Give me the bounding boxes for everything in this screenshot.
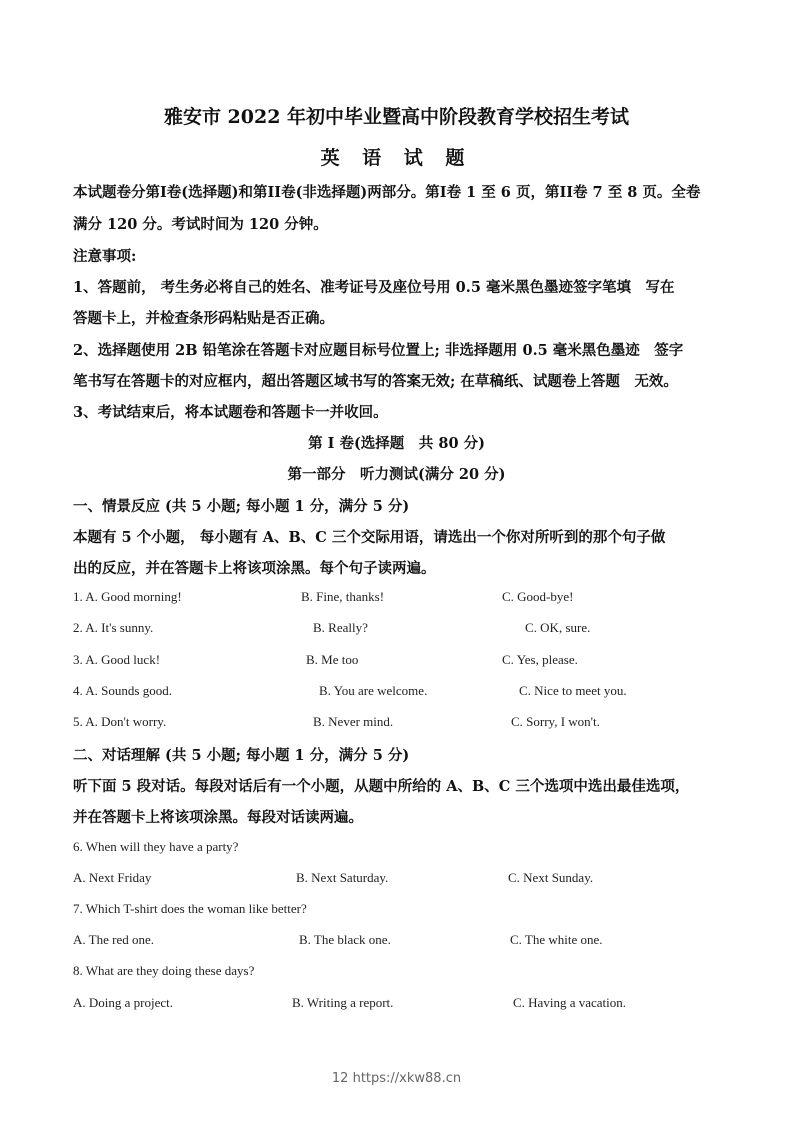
section-2-instructions-1: 听下面 5 段对话。每段对话后有一个小题，从题中所给的 A、B、C 三个选项中选出最佳选项， [73, 778, 690, 795]
section-1-instructions-2: 出的反应，并在答题卡上将该项涂黑。每个句子读两遍。 [73, 560, 436, 577]
note-3: 3、考试结束后，将本试题卷和答题卡一并收回。 [73, 404, 388, 421]
question-3-option-a: 3. A. Good luck! [73, 652, 161, 667]
question-8-option-b: B. Writing a report. [292, 995, 394, 1010]
question-5-option-c: C. Sorry, I won't. [511, 714, 600, 729]
volume-title: 第 I 卷(选择题 共 80 分) [308, 435, 485, 452]
question-5-option-b: B. Never mind. [313, 714, 394, 729]
exam-subtitle: 英 语 试 题 [320, 147, 473, 169]
part-one-title: 第一部分 听力测试(满分 20 分) [287, 466, 506, 483]
notes-heading: 注意事项: [73, 248, 137, 265]
question-4-option-a: 4. A. Sounds good. [73, 683, 172, 698]
page-footer: 12 https://xkw88.cn [331, 1071, 462, 1086]
question-3-option-b: B. Me too [306, 652, 359, 667]
question-1-option-b: B. Fine, thanks! [301, 589, 385, 604]
question-3-option-c: C. Yes, please. [502, 652, 578, 667]
question-1-option-c: C. Good-bye! [502, 589, 574, 604]
question-8-text: 8. What are they doing these days? [73, 963, 255, 978]
note-2-line-1: 2、选择题使用 2B 铅笔涂在答题卡对应题目标号位置上; 非选择题用 0.5 毫米黑色墨迹 签字 [73, 342, 684, 359]
note-1-line-2: 答题卡上，并检查条形码粘贴是否正确。 [73, 310, 334, 327]
question-8-option-c: C. Having a vacation. [513, 995, 626, 1010]
question-7-text: 7. Which T-shirt does the woman like better? [73, 901, 307, 916]
question-6-option-c: C. Next Sunday. [508, 870, 594, 885]
section-2-heading: 二、对话理解 (共 5 小题; 每小题 1 分，满分 5 分) [73, 747, 410, 764]
note-2-line-2: 笔书写在答题卡的对应框内，超出答题区域书写的答案无效; 在草稿纸、试题卷上答题 无效。 [73, 373, 678, 390]
note-1-line-1: 1、答题前， 考生务必将自己的姓名、准考证号及座位号用 0.5 毫米黑色墨迹签字笔填 写在 [73, 279, 675, 296]
question-6-option-b: B. Next Saturday. [296, 870, 389, 885]
question-6-option-a: A. Next Friday [73, 870, 152, 885]
question-7-option-b: B. The black one. [299, 932, 391, 947]
section-1-instructions-1: 本题有 5 个小题， 每小题有 A、B、C 三个交际用语，请选出一个你对所听到的那个句子做 [73, 529, 666, 546]
intro-line-2: 满分 120 分。考试时间为 120 分钟。 [73, 216, 328, 233]
section-2-instructions-2: 并在答题卡上将该项涂黑。每段对话读两遍。 [73, 809, 363, 826]
question-8-option-a: A. Doing a project. [73, 995, 174, 1010]
question-1-option-a: 1. A. Good morning! [73, 589, 182, 604]
question-4-option-c: C. Nice to meet you. [519, 683, 627, 698]
question-7-option-a: A. The red one. [73, 932, 154, 947]
intro-line-1: 本试题卷分第I卷(选择题)和第II卷(非选择题)两部分。第I卷 1 至 6 页，第II卷 7 至 8 页。全卷 [73, 184, 701, 201]
question-4-option-b: B. You are welcome. [319, 683, 428, 698]
exam-title: 雅安市 2022 年初中毕业暨高中阶段教育学校招生考试 [163, 106, 630, 128]
section-1-heading: 一、情景反应 (共 5 小题; 每小题 1 分，满分 5 分) [73, 498, 410, 515]
question-2-option-b: B. Really? [313, 620, 368, 635]
question-6-text: 6. When will they have a party? [73, 839, 239, 854]
question-7-option-c: C. The white one. [510, 932, 603, 947]
question-2-option-c: C. OK, sure. [525, 620, 591, 635]
question-5-option-a: 5. A. Don't worry. [73, 714, 167, 729]
question-2-option-a: 2. A. It's sunny. [73, 620, 154, 635]
